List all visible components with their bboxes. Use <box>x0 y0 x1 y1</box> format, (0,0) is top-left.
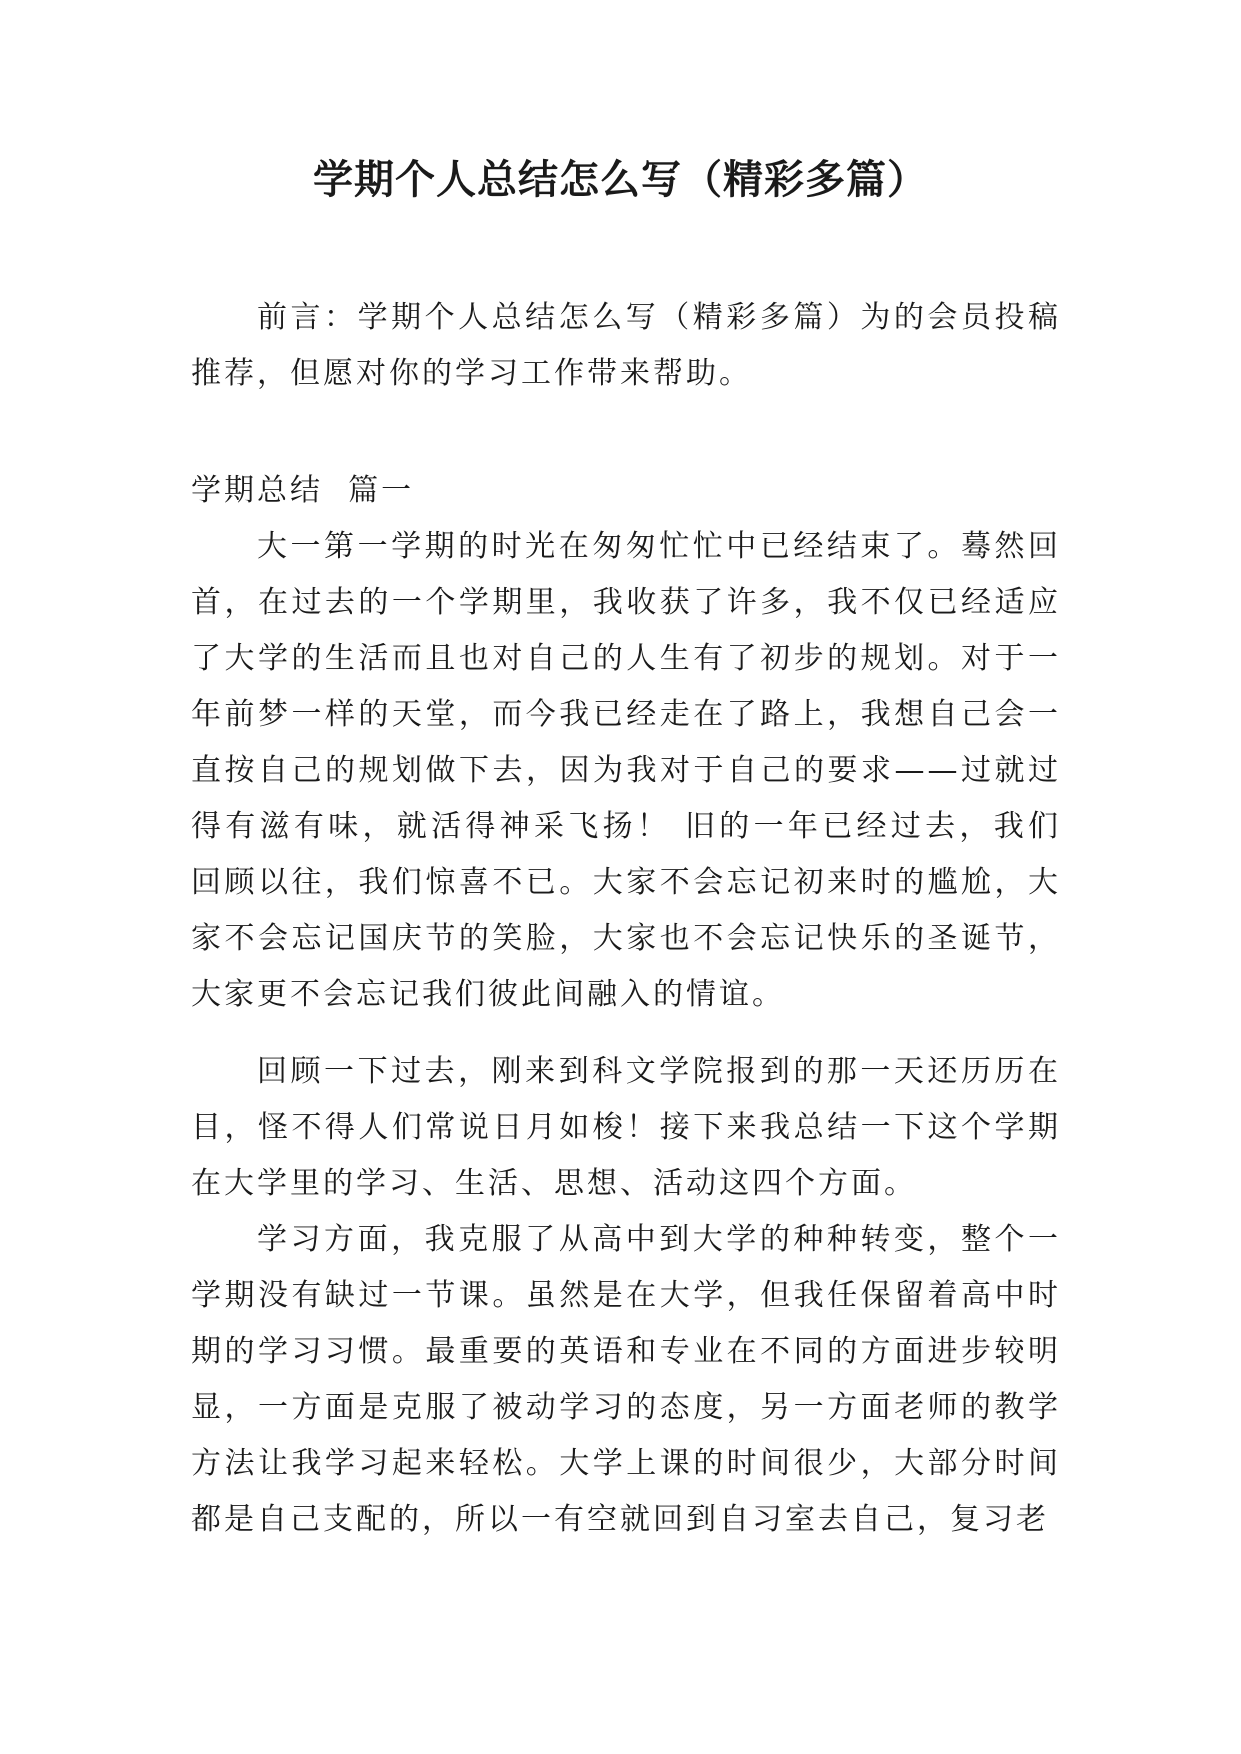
section-heading: 学期总结 篇一 <box>191 473 415 508</box>
body-paragraph: 学习方面，我克服了从高中到大学的种种转变，整个一学期没有缺过一节课。虽然是在大学，但我任保留着高中时期的学习习惯。最重要的英语和专业在不同的方面进步较明显，一方面是克服了被动学习的态度，另一方面老师的教学方法让我学习起来轻松。大学上课的时间很少，大部分时间都是自己支配的，所以一有空就回到自习室去自己，复习老 <box>191 1222 1061 1537</box>
body-paragraph: 大一第一学期的时光在匆匆忙忙中已经结束了。蓦然回首，在过去的一个学期里，我收获了许多，我不仅已经适应了大学的生活而且也对自己的人生有了初步的规划。对于一年前梦一样的天堂，而今我已经走在了路上，我想自己会一直按自己的规划做下去，因为我对于自己的要求——过就过得有滋有味，就活得神采飞扬！ 旧的一年已经过去，我们回顾以往，我们惊喜不已。大家不会忘记初来时的尴尬，大家不会忘记国庆节的笑脸，大家也不会忘记快乐的圣诞节，大家更不会忘记我们彼此间融入的情谊。 <box>191 529 1061 1012</box>
preface-paragraph: 前言：学期个人总结怎么写（精彩多篇）为的会员投稿推荐，但愿对你的学习工作带来帮助。 <box>191 300 1061 391</box>
body-paragraph: 回顾一下过去，刚来到科文学院报到的那一天还历历在目，怪不得人们常说日月如梭！接下来我总结一下这个学期在大学里的学习、生活、思想、活动这四个方面。 <box>191 1054 1061 1201</box>
document-title: 学期个人总结怎么写（精彩多篇） <box>313 157 928 203</box>
